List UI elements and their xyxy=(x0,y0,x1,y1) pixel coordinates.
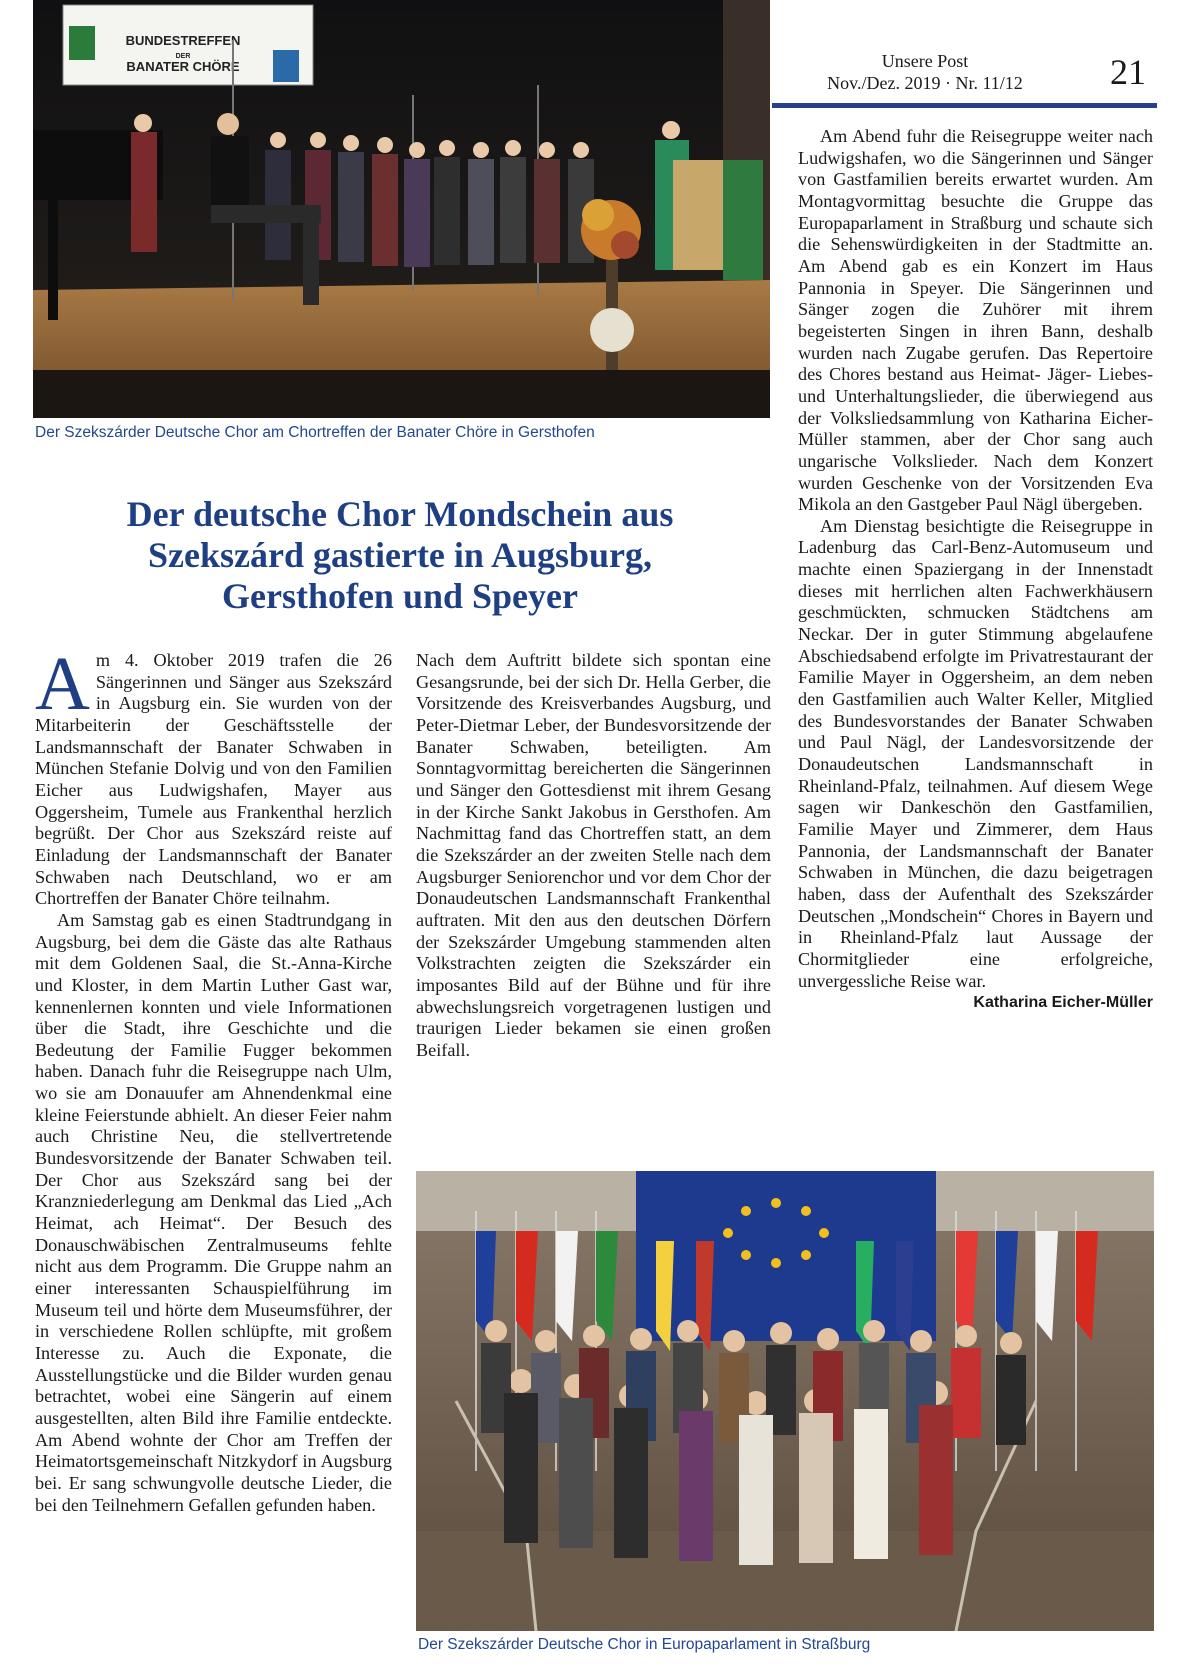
headline-line3: Gersthofen und Speyer xyxy=(221,576,578,616)
header-rule xyxy=(772,103,1157,108)
banner-line2: DER xyxy=(175,53,191,60)
article-column-1 xyxy=(35,642,392,1516)
article-headline xyxy=(35,494,765,617)
drop-cap: A xyxy=(35,642,90,726)
stage-illustration xyxy=(33,0,770,418)
article-paragraph-5: Am Dienstag besichtigte die Reisegruppe in Ladenburg das Carl-Benz-Automuseum und machte einen Spaziergang in der Innenstadt dieses mit herrlichen alten Fachwerkhäusern geschmückten, schmucken Städtchens am Neckar. Der in guter Stimmung abgelaufene Abschiedsabend erfolgte im Privatrestaurant der Familie Mayer in Oggersheim, an dem neben den Gastfamilien auch Walter Keller, Mitglied des Bundesvorstandes der Banater Schwaben und Paul Nägl, der Landesvorsitzende der Donaudeutschen Landsmannschaft in Rheinland-Pfalz, teilnahmen. Auf diesem Wege sagen wir Dankeschön den Gastfamilien, Familie Mayer und Zimmerer, dem Haus Pannonia, der Landsmannschaft der Banater Schwaben in München, die dazu beigetragen haben, dass der Aufenthalt des Szekszárder Deutschen „Mondschein“ Chores in Bayern und in Rheinland-Pfalz laut Aussage der Chormitglieder eine erfolgreiche, unvergessliche Reise war. xyxy=(798,515,1153,991)
issue-info: Nov./Dez. 2019 · Nr. 11/12 xyxy=(827,73,1023,93)
banner-line1: BUNDESTREFFEN xyxy=(125,33,241,48)
publication-info xyxy=(800,50,1050,94)
headline-line1: Der deutsche Chor Mondschein aus xyxy=(126,494,674,534)
article-paragraph-4: Am Abend fuhr die Reisegruppe weiter nach Ludwigshafen, wo die Sängerinnen und Sänger von Gastfamilien bereits erwartet wurden. Am Montagvormittag besuchte die Gruppe das Europaparlament in Straßburg und schaute sich die Sehenswürdigkeiten in der Stadtmitte an. Am Abend gab es ein Konzert im Haus Pannonia in Speyer. Die Sängerinnen und Sänger zogen die Zuhörer mit ihrem begeisterten Singen in ihren Bann, deshalb wurden nach Zugabe gerufen. Das Repertoire des Chores bestand aus Heimat- Jäger- Liebes- und Unterhaltungslieder, die überwiegend aus der Volksliedsammlung von Katharina Eicher-Müller stammen, aber der Chor sang auch ungarische Volkslieder. Nach dem Konzert wurden Geschenke von der Vorsitzenden Eva Mikola an den Gastgeber Paul Nägl übergeben. xyxy=(798,126,1153,515)
article-paragraph-2: Am Samstag gab es einen Stadtrundgang in Augsburg, bei dem die Gäste das alte Rathaus mit dem Goldenen Saal, die St.-Anna-Kirche und Kloster, in dem Martin Luther Gast war, kennenlernen konnten und viele Informationen über die Stadt, ihre Geschichte und die Bedeutung der Familie Fugger bekommen haben. Danach fuhr die Reisegruppe nach Ulm, wo sie am Donauufer am Ahnendenkmal eine kleine Feierstunde abhielt. An dieser Feier nahm auch Christine Neu, die stellvertretende Bundesvorsitzende der Banater Schwaben teil. Der Chor aus Szekszárd sang bei der Kranzniederlegung am Denkmal das Lied „Ach Heimat, ach Heimat“. Der Besuch des Donauschwäbischen Zentralmuseums fehlte nicht aus dem Programm. Die Gruppe nahm an einer interessanten Schauspielführung im Museum teil und hörte dem Museumsführer, der in verschiedene Rollen schlüpfte, mit großem Interesse zu. Auch die Exponate, die Ausstellungstücke und die Bilder wurden genau betrachtet, wobei eine Sängerin auf einem ausgestellten, alten Bild ihre Familie entdeckte. Am Abend wohnte der Chor am Treffen der Heimatortsgemeinschaft Nitzkydorf in Augsburg bei. Er sang schwungvolle deutsche Lieder, die bei den Teilnehmern Gefallen gefunden haben. xyxy=(35,909,392,1515)
article-paragraph-1 xyxy=(35,642,392,910)
article-paragraph-1-text: m 4. Oktober 2019 trafen die 26 Sängerinnen und Sänger aus Szekszárd in Augsburg ein. Sie wurden von der Mitarbeiterin der Geschäftsstelle der Landsmannschaft der Banater Schwaben in München Stefanie Dolvig und von den Familien Eicher aus Ludwigshafen, Mayer aus Oggersheim, Tumele aus Frankenthal herzlich begrüßt. Der Chor aus Szekszárd reiste auf Einladung der Landsmannschaft der Banater Schwaben nach Deutschland, wo er am Chortreffen der Banater Chöre teilnahm. xyxy=(35,650,392,909)
article-column-2 xyxy=(416,650,771,1061)
caption-top-photo: Der Szekszárder Deutsche Chor am Chortreffen der Banater Chöre in Gersthofen xyxy=(35,424,595,441)
page-number: 21 xyxy=(1110,52,1146,92)
parliament-illustration xyxy=(416,1171,1154,1631)
photo-choir-stage xyxy=(33,0,770,418)
caption-bottom-photo: Der Szekszárder Deutsche Chor in Europaparlament in Straßburg xyxy=(418,1636,871,1653)
article-author xyxy=(798,992,1153,1014)
article-column-3 xyxy=(798,126,1153,1014)
banner-line3: BANATER CHÖRE xyxy=(126,59,240,74)
author-name: Katharina Eicher-Müller xyxy=(973,994,1153,1012)
headline-line2: Szekszárd gastierte in Augsburg, xyxy=(148,535,652,575)
article-paragraph-3: Nach dem Auftritt bildete sich spontan eine Gesangsrunde, bei der sich Dr. Hella Gerber, die Vorsitzende des Kreisverbandes Augsburg, und Peter-Dietmar Leber, der Bundesvorsitzende der Banater Schwaben, beteiligten. Am Sonntagvormittag bereicherten die Sängerinnen und Sänger den Gottesdienst mit ihrem Gesang in der Kirche Sankt Jakobus in Gersthofen. Am Nachmittag fand das Chortreffen statt, an dem die Szekszárder an der zweiten Stelle nach dem Augsburger Seniorenchor und vor dem Chor der Donaudeutschen Landsmannschaft Frankenthal auftraten. Mit den aus den deutschen Dörfern der Szekszárder Umgebung stammenden alten Volkstrachten zeigten die Szekszárder ein imposantes Bild auf der Bühne und für ihre abwechslungsreich vorgetragenen lustigen und traurigen Lieder bekamen sie einen großen Beifall. xyxy=(416,650,771,1060)
publication-title: Unsere Post xyxy=(881,51,969,71)
photo-european-parliament xyxy=(416,1171,1154,1631)
